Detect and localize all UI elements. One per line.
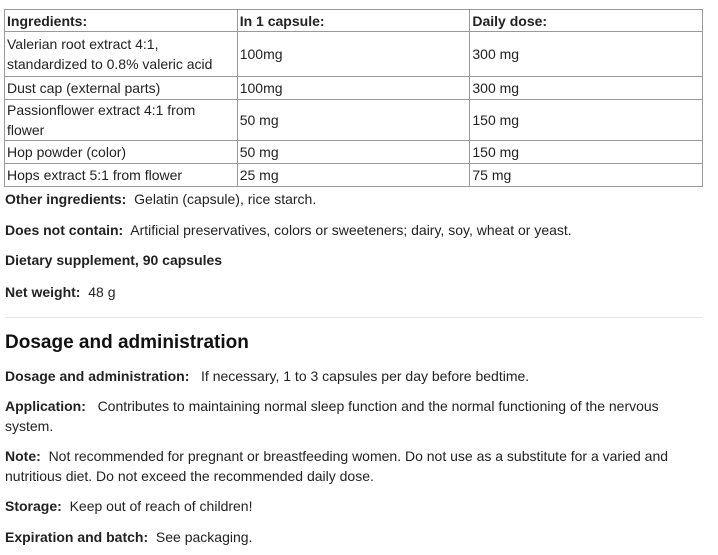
net-weight-value: 48 g: [88, 284, 116, 300]
ingredient-name: Hops extract 5:1 from flower: [5, 164, 238, 187]
header-ingredients: Ingredients:: [5, 10, 238, 32]
table-header-row: [5, 10, 703, 32]
application-label: Application:: [5, 398, 86, 414]
note-value: Not recommended for pregnant or breastfeeding women. Do not use as a substitute for a varied and nutritious diet. Do not exceed the recommended daily dose.: [5, 448, 669, 484]
dosage-heading: Dosage and administration: [5, 332, 249, 353]
net-weight-label: Net weight:: [5, 284, 81, 300]
application: [5, 396, 705, 436]
ingredient-name: Valerian root extract 4:1, standardized to 0.8% valeric acid: [5, 32, 238, 77]
note: [5, 446, 705, 486]
other-ingredients: [5, 189, 705, 209]
other-ingredients-label: Other ingredients:: [5, 191, 127, 207]
storage-label: Storage:: [5, 498, 62, 514]
dietary-supplement-text: Dietary supplement, 90 capsules: [5, 252, 223, 268]
header-per-capsule: In 1 capsule:: [237, 10, 470, 32]
header-daily-dose: Daily dose:: [470, 10, 703, 32]
dosage-administration: [5, 366, 705, 386]
note-label: Note:: [5, 448, 41, 464]
ingredient-name: Dust cap (external parts): [5, 77, 238, 100]
per-capsule-amount: 100mg: [237, 32, 470, 77]
daily-dose-amount: 150 mg: [470, 141, 703, 164]
per-capsule-amount: 25 mg: [237, 164, 470, 187]
daily-dose-amount: 300 mg: [470, 77, 703, 100]
expiration-label: Expiration and batch:: [5, 529, 149, 545]
storage-value: Keep out of reach of children!: [69, 498, 253, 514]
per-capsule-amount: 100mg: [237, 77, 470, 100]
section-divider: [5, 317, 703, 318]
expiration-value: See packaging.: [155, 529, 253, 545]
other-ingredients-value: Gelatin (capsule), rice starch.: [134, 191, 317, 207]
storage: [5, 496, 705, 516]
table-row: [5, 164, 703, 187]
ingredient-name: Hop powder (color): [5, 141, 238, 164]
expiration-batch: [5, 527, 705, 547]
per-capsule-amount: 50 mg: [237, 100, 470, 141]
does-not-contain-value: Artificial preservatives, colors or sweeteners; dairy, soy, wheat or yeast.: [130, 222, 572, 238]
dietary-supplement: [5, 250, 705, 270]
table-row: [5, 77, 703, 100]
daily-dose-amount: 300 mg: [470, 32, 703, 77]
table-row: [5, 100, 703, 141]
application-value: Contributes to maintaining normal sleep function and the normal functioning of the nervous system.: [5, 398, 659, 434]
per-capsule-amount: 50 mg: [237, 141, 470, 164]
table-row: [5, 141, 703, 164]
net-weight: [5, 282, 705, 302]
dosage-value: If necessary, 1 to 3 capsules per day before bedtime.: [201, 368, 530, 384]
does-not-contain: [5, 220, 705, 240]
dosage-label: Dosage and administration:: [5, 368, 190, 384]
does-not-contain-label: Does not contain:: [5, 222, 124, 238]
daily-dose-amount: 150 mg: [470, 100, 703, 141]
daily-dose-amount: 75 mg: [470, 164, 703, 187]
ingredients-table: [4, 9, 703, 187]
ingredient-name: Passionflower extract 4:1 from flower: [5, 100, 238, 141]
table-row: [5, 32, 703, 77]
